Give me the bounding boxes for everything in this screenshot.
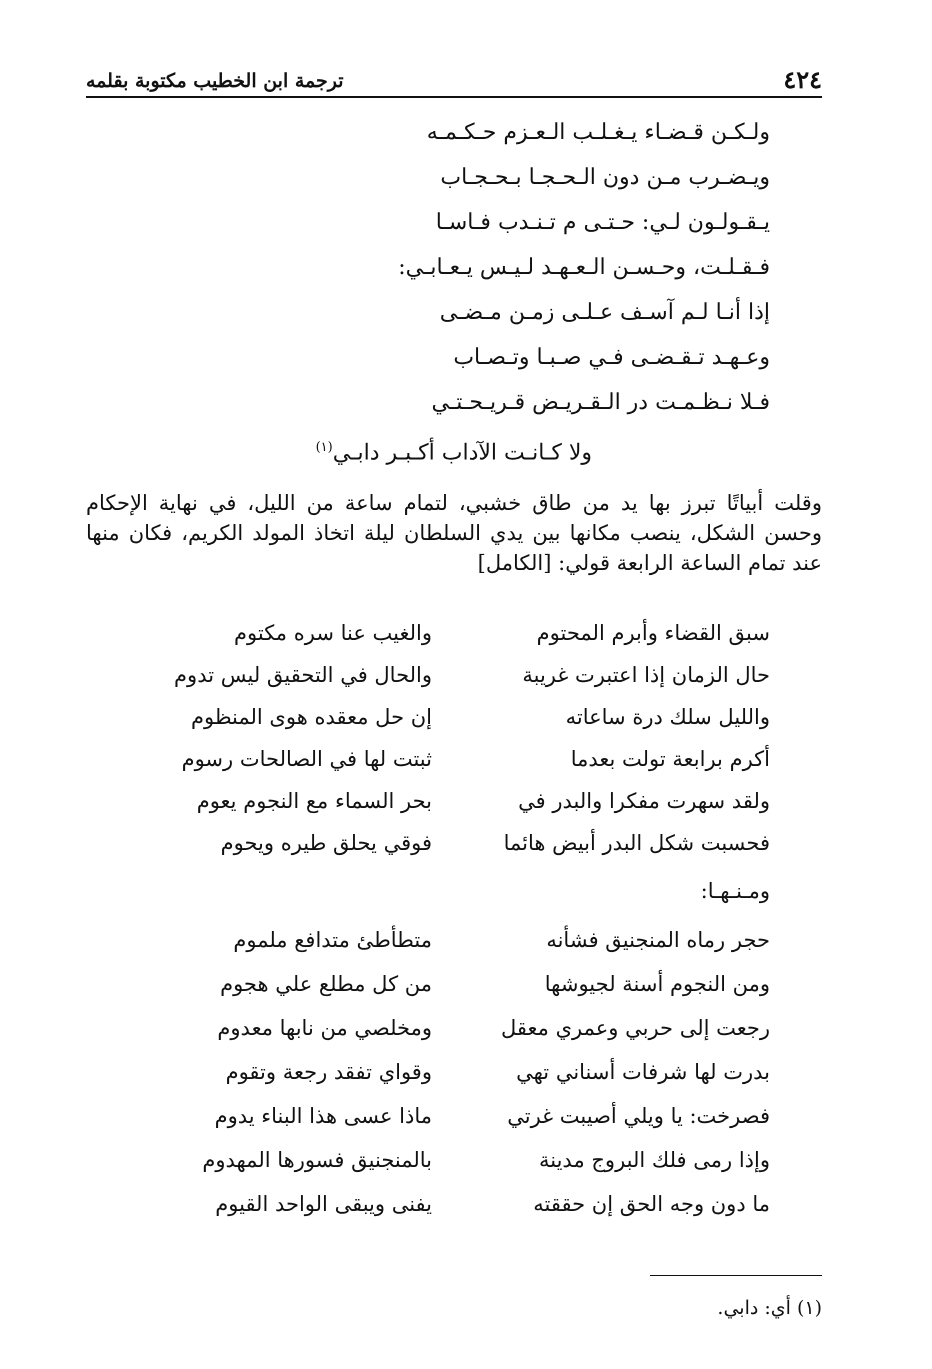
poem-one-line: فـلا نـظـمـت در الـقـريـض قـريـحـتـي <box>431 390 770 415</box>
poem-one-line: يـقـولـون لـي: حـتـى م تـنـدب فـاسـا <box>435 210 770 235</box>
page-number: ٤٢٤ <box>783 65 822 94</box>
hemistich-left: متطأطئ متدافع ملموم <box>233 928 432 952</box>
footnote-marker: (١) <box>315 440 333 455</box>
hemistich-left: بحر السماء مع النجوم يعوم <box>196 789 432 813</box>
hemistich-left: فوقي يحلق طيره ويحوم <box>220 831 432 855</box>
hemistich-right: بدرت لها شرفات أسناني تهي <box>516 1060 770 1084</box>
hemistich-left: والحال في التحقيق ليس تدوم <box>174 663 432 687</box>
hemistich-right: سبق القضاء وأبرم المحتوم <box>536 621 770 645</box>
section-label: ومـنـهـا: <box>700 879 770 903</box>
poem-one-line: وعـهـد تـقـضـى فـي صـبـا وتـصـاب <box>453 345 770 370</box>
hemistich-right: ومن النجوم أسنة لجيوشها <box>544 972 770 996</box>
poem-one-line: ولا كـانـت الآداب أكـبـر دابـي <box>332 440 592 466</box>
hemistich-right: ولقد سهرت مفكرا والبدر في <box>518 789 770 813</box>
hemistich-right: حال الزمان إذا اعتبرت غريبة <box>522 663 770 687</box>
hemistich-right: وإذا رمى فلك البروج مدينة <box>538 1148 770 1172</box>
hemistich-right: حجر رماه المنجنيق فشأنه <box>546 928 770 952</box>
hemistich-left: إن حل معقده هوى المنظوم <box>190 705 432 729</box>
poem-one-line-last <box>316 433 592 468</box>
hemistich-left: ماذا عسى هذا البناء يدوم <box>214 1104 432 1128</box>
poem-one-line: فـقـلـت، وحـسـن الـعـهـد لـيـس يـعـابـي: <box>398 255 770 280</box>
hemistich-right: فحسبت شكل البدر أبيض هائما <box>503 831 770 855</box>
footnote-divider <box>650 1275 822 1276</box>
page-header <box>86 66 822 98</box>
hemistich-right: أكرم برابعة تولت بعدما <box>570 747 770 771</box>
hemistich-right: ما دون وجه الحق إن حققته <box>533 1192 770 1216</box>
prose-paragraph: وقلت أبياتًا تبرز بها يد من طاق خشبي، لتمام ساعة من الليل، في نهاية الإحكام وحسن الشكل، ينصب مكانها بين يدي السلطان ليلة اتخاذ المولد الكريم، فكان منها عند تمام الساعة الرابعة قولي: [الكامل] <box>86 491 822 575</box>
hemistich-right: رجعت إلى حربي وعمري معقل <box>501 1016 770 1040</box>
footnote: (١) أي: دابي. <box>717 1297 822 1319</box>
poem-one-line: إذا أنـا لـم آسـف عـلـى زمـن مـضـى <box>439 300 770 325</box>
running-title: ترجمة ابن الخطيب مكتوبة بقلمه <box>86 70 344 92</box>
hemistich-left: وقواي تفقد رجعة وتقوم <box>225 1060 432 1084</box>
hemistich-left: يفنى ويبقى الواحد القيوم <box>215 1192 432 1216</box>
poem-one-line: ولـكـن قـضـاء يـغـلـب الـعـزم حـكـمـه <box>426 120 770 145</box>
hemistich-right: فصرخت: يا ويلي أصيبت غرتي <box>507 1104 770 1128</box>
hemistich-left: من كل مطلع علي هجوم <box>220 972 432 996</box>
hemistich-left: والغيب عنا سره مكتوم <box>234 621 432 645</box>
hemistich-right: والليل سلك درة ساعاته <box>565 705 770 729</box>
poem-one-line: ويـضـرب مـن دون الـحـجـا بـحـجـاب <box>440 165 770 190</box>
hemistich-left: بالمنجنيق فسورها المهدوم <box>202 1148 432 1172</box>
hemistich-left: ومخلصي من نابها معدوم <box>217 1016 432 1040</box>
hemistich-left: ثبتت لها في الصالحات رسوم <box>181 747 432 771</box>
